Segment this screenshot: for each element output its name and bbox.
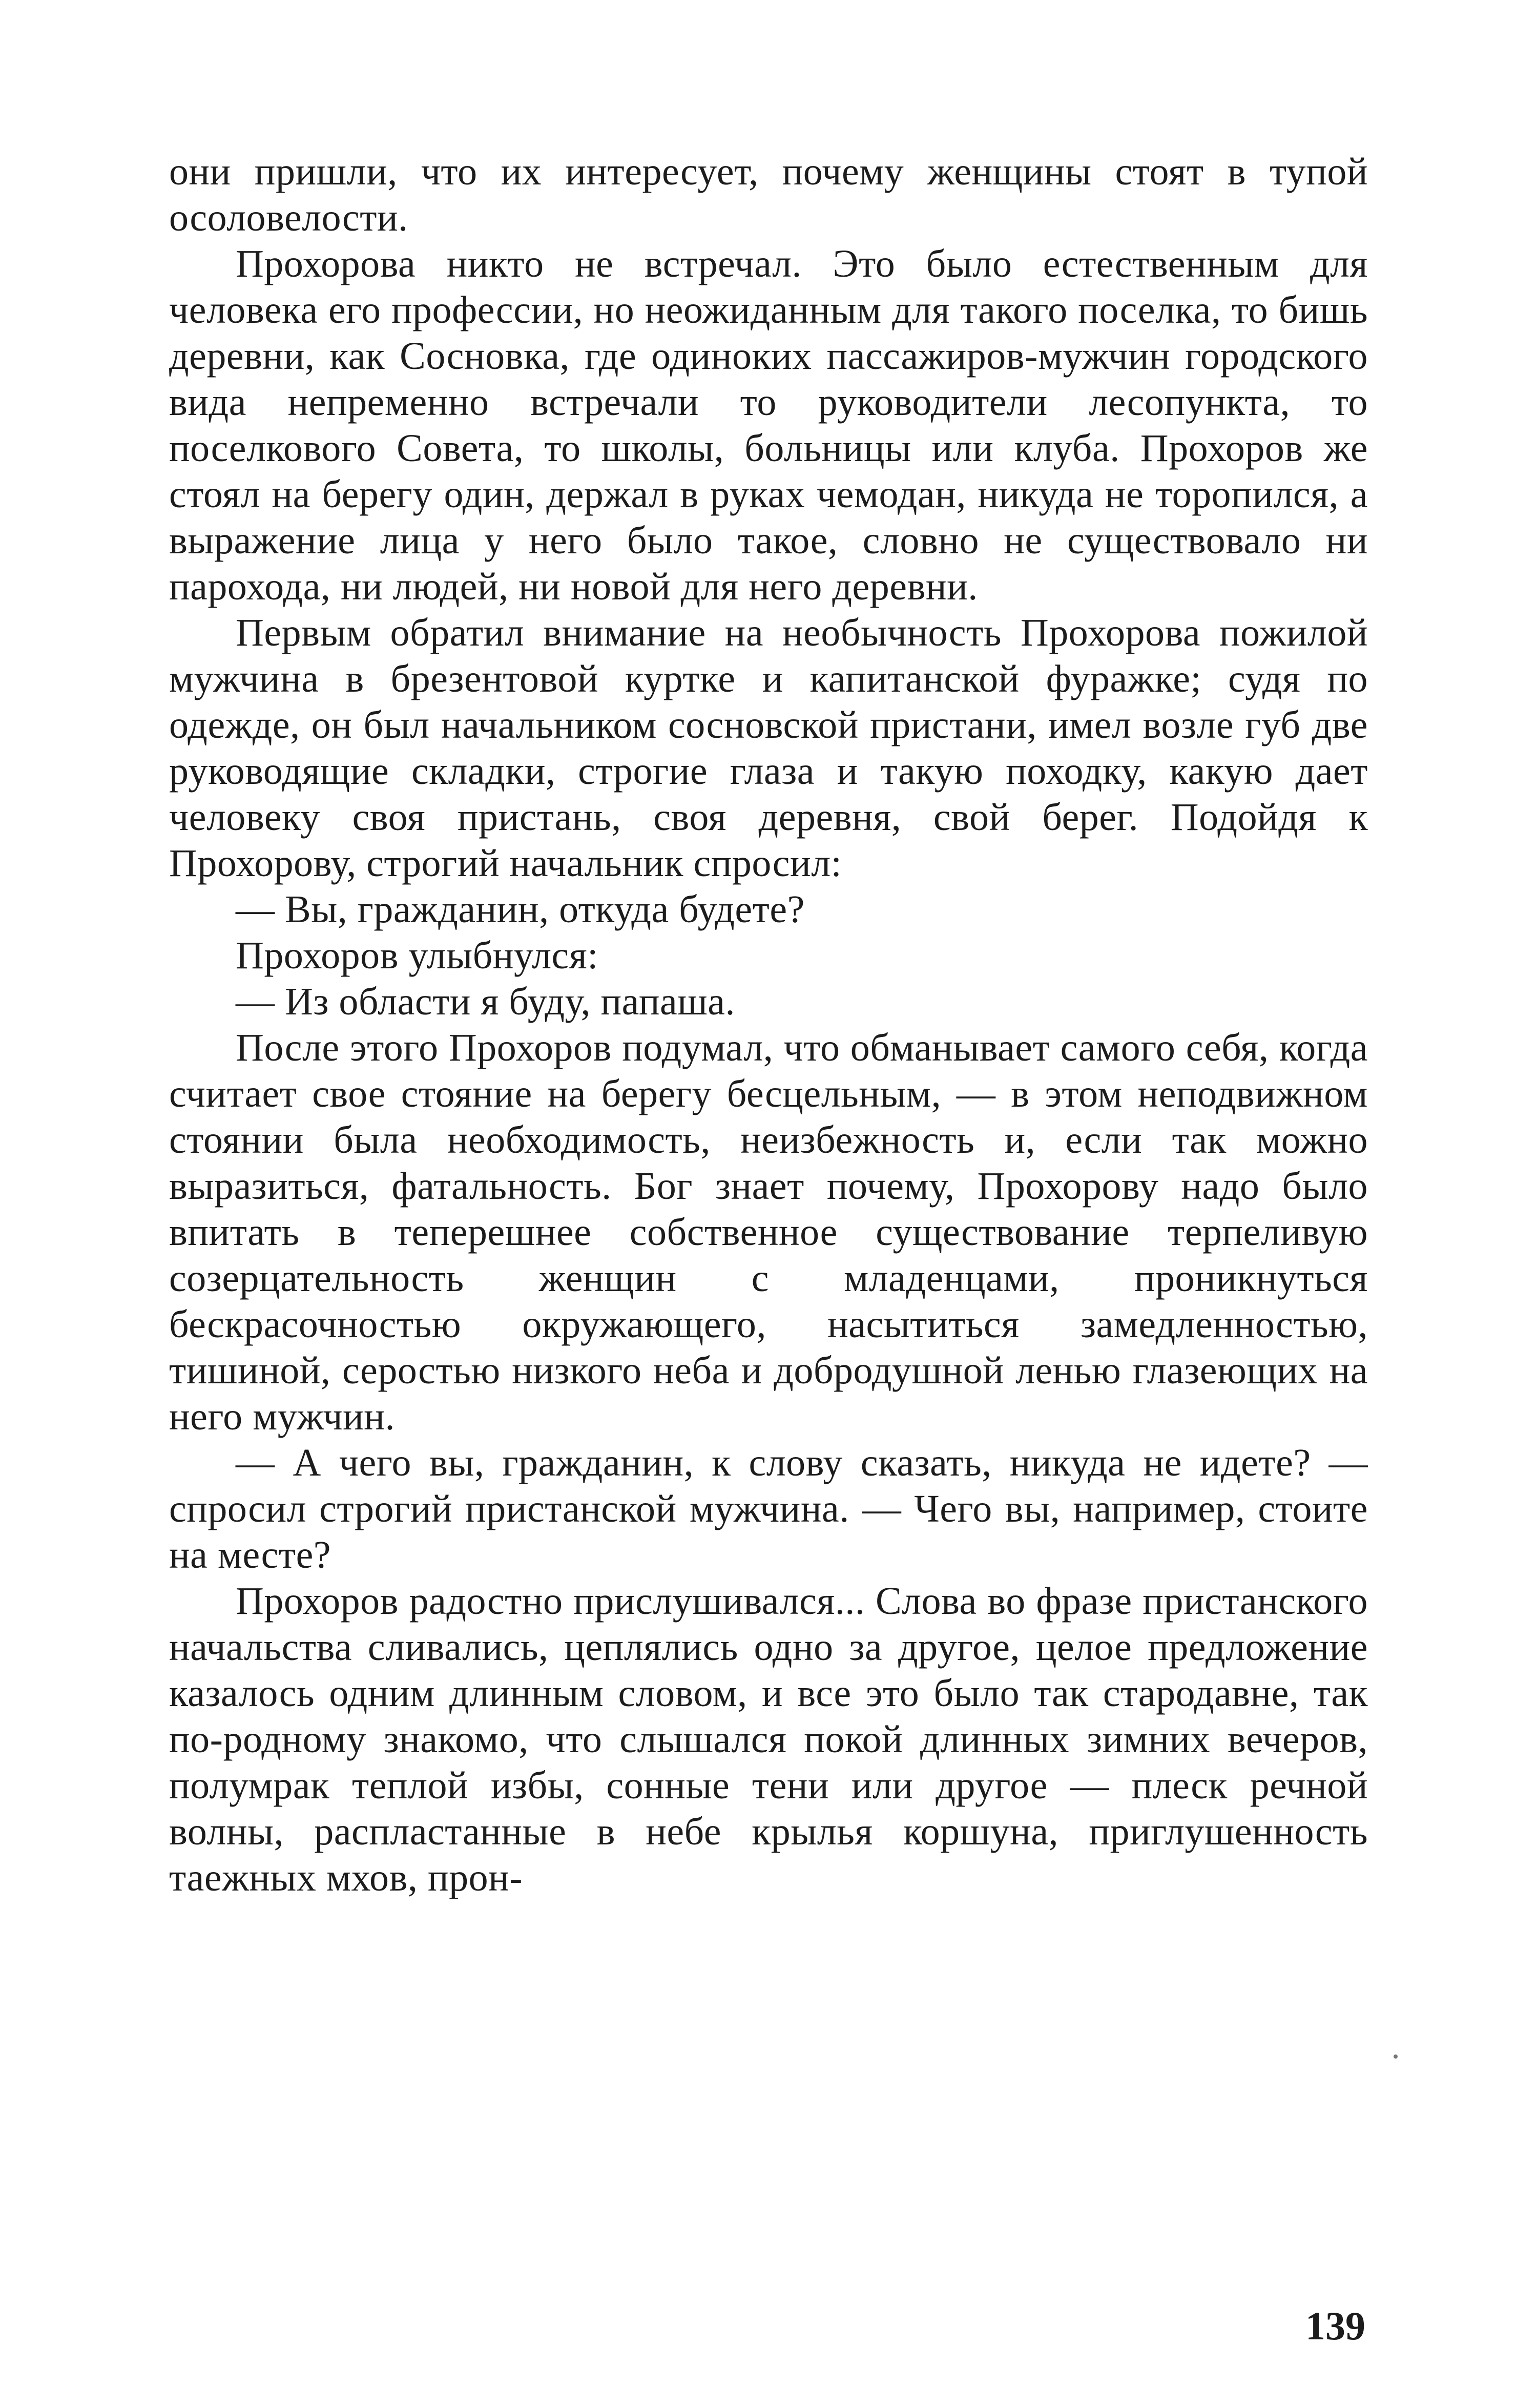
body-text xyxy=(169,149,1368,1901)
paragraph: Прохоров улыбнулся: xyxy=(236,934,598,977)
dialogue-line: — Из области я буду, папаша. xyxy=(236,980,736,1023)
dialogue-line: — А чего вы, гражданин, к слову сказать, никуда не идете? — спросил строгий пристанской мужчина. — Чего вы, например, стоите на месте? xyxy=(169,1441,1368,1576)
paragraph: Прохорова никто не встречал. Это было естественным для человека его профессии, но неожиданным для такого поселка, то бишь деревни, как Сосновка, где одиноких пассажиров-мужчин городского вида непременно встречали то руководители лесопункта, то поселкового Совета, то школы, больницы или клуба. Прохоров же стоял на берегу один, держал в руках чемодан, никуда не торопился, а выражение лица у него было такое, словно не существовало ни парохода, ни людей, ни новой для него деревни. xyxy=(169,242,1368,608)
paragraph: Прохоров радостно прислушивался... Слова во фразе пристанского начальства сливались, цеплялись одно за другое, целое предложение казалось одним длинным словом, и все это было так стародавне, так по-родному знакомо, что слышался покой длинных зимних вечеров, полумрак теплой избы, сонные тени или другое — плеск речной волны, распластанные в небе крылья коршуна, приглушенность таежных мхов, прон- xyxy=(169,1580,1368,1899)
paragraph: они пришли, что их интересует, почему женщины стоят в тупой осоловелости. xyxy=(169,150,1368,239)
paragraph: После этого Прохоров подумал, что обманывает самого себя, когда считает свое стояние на берегу бесцельным, — в этом неподвижном стоянии была необходимость, неизбежность и, если так можно выразиться, фатальность. Бог знает почему, Прохорову надо было впитать в теперешнее собственное существование терпеливую созерцательность женщин с младенцами, проникнуться бескрасочностью окружающего, насытиться замедленностью, тишиной, серостью низкого неба и добродушной ленью глазеющих на него мужчин. xyxy=(169,1026,1368,1438)
print-speck xyxy=(1394,2054,1398,2059)
dialogue-line: — Вы, гражданин, откуда будете? xyxy=(236,888,805,931)
paragraph: Первым обратил внимание на необычность Прохорова пожилой мужчина в брезентовой куртке и капитанской фуражке; судя по одежде, он был начальником сосновской пристани, имел возле губ две руководящие складки, строгие глаза и такую походку, какую дает человеку своя пристань, своя деревня, свой берег. Подойдя к Прохорову, строгий начальник спросил: xyxy=(169,611,1368,885)
page-number: 139 xyxy=(1305,2303,1365,2348)
